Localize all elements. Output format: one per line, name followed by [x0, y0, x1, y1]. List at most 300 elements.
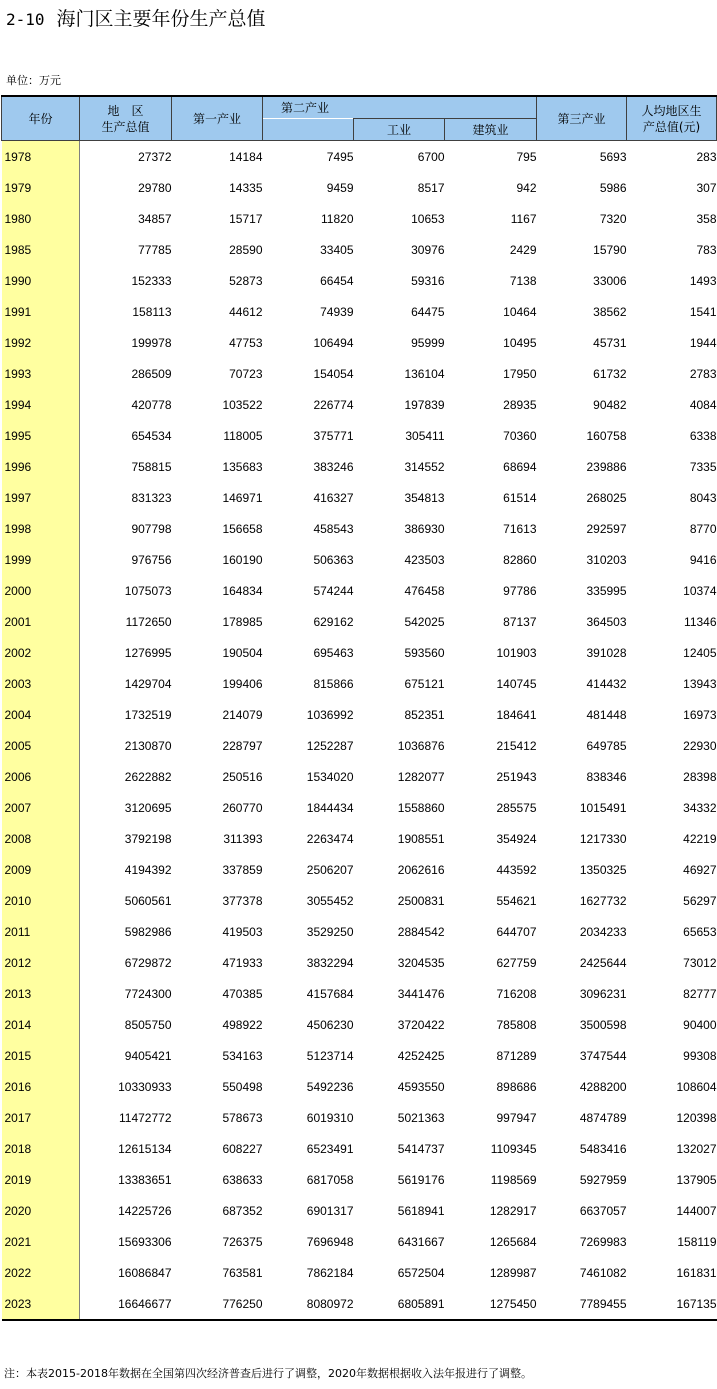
cell-construction: 785808 [496, 1017, 537, 1032]
table-row [2, 792, 717, 823]
cell-primary: 103522 [222, 397, 263, 412]
cell-year: 1997 [2, 482, 80, 513]
cell-primary: 228797 [222, 738, 263, 753]
cell-industry: 593560 [404, 645, 445, 660]
cell-secondary: 1252287 [306, 738, 354, 753]
cell-per-capita: 8770 [689, 521, 717, 536]
cell-per-capita: 283 [696, 149, 717, 164]
header-year: 年份 [2, 96, 80, 141]
cell-industry: 476458 [404, 583, 445, 598]
table-row [2, 1164, 717, 1195]
cell-gdp: 976756 [131, 552, 172, 567]
cell-primary: 498922 [222, 1017, 263, 1032]
cell-tertiary: 268025 [586, 490, 627, 505]
cell-per-capita: 783 [696, 242, 717, 257]
cell-industry: 3204535 [397, 955, 445, 970]
cell-secondary: 506363 [313, 552, 354, 567]
cell-primary: 214079 [222, 707, 263, 722]
cell-primary: 638633 [222, 1172, 263, 1187]
cell-tertiary: 5927959 [579, 1172, 627, 1187]
table-row [2, 575, 717, 606]
cell-tertiary: 364503 [586, 614, 627, 629]
cell-tertiary: 1350325 [579, 862, 627, 877]
cell-tertiary: 6637057 [579, 1203, 627, 1218]
cell-per-capita: 2783 [689, 366, 717, 381]
cell-gdp: 1075073 [124, 583, 172, 598]
cell-primary: 419503 [222, 924, 263, 939]
table-row [2, 141, 717, 173]
table-row [2, 1040, 717, 1071]
cell-year: 1991 [2, 296, 80, 327]
cell-year: 2020 [2, 1195, 80, 1226]
cell-construction: 71613 [503, 521, 537, 536]
cell-year: 2009 [2, 854, 80, 885]
table-row [2, 234, 717, 265]
cell-industry: 354813 [404, 490, 445, 505]
cell-primary: 726375 [222, 1234, 263, 1249]
table-row [2, 482, 717, 513]
cell-per-capita: 7335 [689, 459, 717, 474]
cell-industry: 1282077 [397, 769, 445, 784]
cell-tertiary: 1217330 [579, 831, 627, 846]
cell-construction: 28935 [503, 397, 537, 412]
cell-construction: 1275450 [445, 1288, 537, 1320]
cell-primary: 160190 [222, 552, 263, 567]
cell-construction: 354924 [496, 831, 537, 846]
cell-industry: 6431667 [397, 1234, 445, 1249]
cell-per-capita: 137905 [676, 1172, 717, 1187]
cell-secondary: 574244 [313, 583, 354, 598]
cell-secondary: 3055452 [306, 893, 354, 908]
cell-construction: 942 [516, 180, 537, 195]
cell-construction: 101903 [496, 645, 537, 660]
cell-primary: 52873 [229, 273, 263, 288]
table-row [2, 606, 717, 637]
cell-per-capita: 11346 [684, 614, 717, 629]
cell-secondary: 1036992 [306, 707, 354, 722]
cell-primary: 311393 [223, 831, 263, 846]
cell-industry: 64475 [411, 304, 445, 319]
cell-primary: 178985 [222, 614, 263, 629]
cell-construction: 70360 [503, 428, 537, 443]
cell-construction: 215412 [496, 738, 537, 753]
cell-secondary: 383246 [313, 459, 354, 474]
cell-industry: 2884542 [397, 924, 445, 939]
table-row [2, 916, 717, 947]
cell-gdp: 758815 [131, 459, 172, 474]
cell-year: 2019 [2, 1164, 80, 1195]
cell-per-capita: 46927 [683, 862, 717, 877]
cell-per-capita: 358 [696, 211, 717, 226]
table-row [2, 947, 717, 978]
page-title [6, 6, 266, 32]
cell-secondary: 74939 [320, 304, 354, 319]
cell-construction: 871289 [496, 1048, 537, 1063]
cell-industry: 8517 [417, 180, 445, 195]
header-per-capita [627, 96, 717, 141]
cell-industry: 136104 [404, 366, 445, 381]
cell-primary: 763581 [222, 1265, 263, 1280]
cell-per-capita: 12405 [683, 645, 717, 660]
cell-primary: 199406 [222, 676, 263, 691]
cell-primary: 687352 [222, 1203, 263, 1218]
cell-gdp: 3792198 [124, 831, 172, 846]
table-row [2, 513, 717, 544]
cell-gdp: 12615134 [118, 1141, 172, 1156]
cell-secondary: 695463 [313, 645, 354, 660]
cell-per-capita: 132027 [676, 1141, 717, 1156]
cell-construction: 1167 [510, 211, 537, 226]
cell-secondary: 375771 [313, 428, 354, 443]
cell-primary: 47753 [229, 335, 263, 350]
cell-tertiary: 5693 [599, 149, 627, 164]
cell-secondary: 2263474 [306, 831, 354, 846]
cell-secondary: 6523491 [306, 1141, 354, 1156]
cell-primary: 135683 [222, 459, 263, 474]
cell-year: 1990 [2, 265, 80, 296]
cell-secondary: 629162 [313, 614, 354, 629]
cell-per-capita: 34332 [683, 800, 717, 815]
table-row [2, 978, 717, 1009]
cell-construction: 17950 [503, 366, 537, 381]
cell-year: 2007 [2, 792, 80, 823]
cell-industry: 5414737 [397, 1141, 445, 1156]
cell-primary: 146971 [222, 490, 263, 505]
cell-year: 1994 [2, 389, 80, 420]
cell-gdp: 1732519 [124, 707, 172, 722]
cell-primary: 608227 [222, 1141, 263, 1156]
table-row [2, 854, 717, 885]
cell-gdp: 1276995 [124, 645, 172, 660]
cell-tertiary: 7461082 [579, 1265, 627, 1280]
cell-primary: 14335 [229, 180, 263, 195]
table-row [2, 1009, 717, 1040]
cell-primary: 260770 [222, 800, 263, 815]
table-row [2, 389, 717, 420]
cell-secondary: 4506230 [306, 1017, 354, 1032]
cell-gdp: 420778 [131, 397, 172, 412]
cell-per-capita: 307 [696, 180, 717, 195]
cell-per-capita: 10374 [683, 583, 717, 598]
cell-year: 1993 [2, 358, 80, 389]
cell-tertiary: 4288200 [579, 1079, 627, 1094]
cell-industry: 59316 [411, 273, 445, 288]
cell-construction: 554621 [496, 893, 537, 908]
header-secondary: 第二产业 [263, 96, 537, 119]
cell-construction: 10464 [503, 304, 537, 319]
cell-tertiary: 33006 [593, 273, 627, 288]
cell-per-capita: 73012 [683, 955, 717, 970]
cell-per-capita: 42219 [683, 831, 717, 846]
table-row [2, 296, 717, 327]
cell-tertiary: 38562 [593, 304, 627, 319]
cell-tertiary: 292597 [586, 521, 627, 536]
cell-gdp: 4194392 [124, 862, 172, 877]
cell-secondary: 6901317 [306, 1203, 354, 1218]
cell-construction: 1282917 [489, 1203, 537, 1218]
cell-per-capita: 28398 [683, 769, 717, 784]
cell-secondary: 226774 [313, 397, 354, 412]
cell-tertiary: 15790 [593, 242, 627, 257]
cell-per-capita: 167135 [627, 1288, 717, 1320]
table-row [2, 637, 717, 668]
table-row [2, 451, 717, 482]
cell-year: 2010 [2, 885, 80, 916]
header-industry: 工业 [354, 119, 445, 141]
cell-primary: 250516 [222, 769, 263, 784]
cell-per-capita: 22930 [683, 738, 717, 753]
cell-per-capita: 6338 [689, 428, 717, 443]
cell-gdp: 199978 [131, 335, 172, 350]
cell-per-capita: 16973 [683, 707, 717, 722]
cell-secondary: 3832294 [306, 955, 354, 970]
cell-construction: 87137 [503, 614, 537, 629]
table-row [2, 203, 717, 234]
cell-gdp: 15693306 [118, 1234, 172, 1249]
cell-per-capita: 1541 [689, 304, 717, 319]
cell-gdp: 907798 [131, 521, 172, 536]
cell-per-capita: 161831 [676, 1265, 717, 1280]
cell-industry: 423503 [404, 552, 445, 567]
cell-secondary: 106494 [313, 335, 354, 350]
cell-secondary: 6817058 [306, 1172, 354, 1187]
cell-primary: 377378 [222, 893, 263, 908]
cell-year: 1996 [2, 451, 80, 482]
cell-primary: 44612 [229, 304, 263, 319]
cell-tertiary: 2034233 [579, 924, 627, 939]
cell-construction: 140745 [496, 676, 537, 691]
cell-construction: 285575 [496, 800, 537, 815]
cell-construction: 795 [516, 149, 537, 164]
cell-industry: 95999 [411, 335, 445, 350]
cell-tertiary: 5986 [599, 180, 627, 195]
cell-gdp: 286509 [131, 366, 172, 381]
cell-construction: 97786 [503, 583, 537, 598]
cell-gdp: 2622882 [124, 769, 172, 784]
table-row [2, 358, 717, 389]
table-row [2, 699, 717, 730]
cell-secondary: 66454 [320, 273, 354, 288]
cell-tertiary: 481448 [586, 707, 627, 722]
cell-gdp: 9405421 [124, 1048, 172, 1063]
cell-industry: 305411 [405, 428, 445, 443]
cell-tertiary: 391028 [586, 645, 627, 660]
cell-industry: 197839 [404, 397, 445, 412]
cell-industry: 30976 [411, 242, 445, 257]
cell-gdp: 16646677 [80, 1288, 172, 1320]
cell-secondary: 3529250 [306, 924, 354, 939]
gdp-table [1, 95, 717, 1321]
header-primary: 第一产业 [172, 96, 263, 141]
cell-tertiary: 310203 [586, 552, 627, 567]
cell-secondary: 1844434 [306, 800, 354, 815]
cell-gdp: 11472772 [119, 1110, 172, 1125]
cell-tertiary: 335995 [586, 583, 627, 598]
cell-primary: 118005 [223, 428, 263, 443]
cell-year: 2013 [2, 978, 80, 1009]
table-row [2, 327, 717, 358]
cell-gdp: 13383651 [118, 1172, 172, 1187]
cell-primary: 190504 [222, 645, 263, 660]
cell-per-capita: 120398 [676, 1110, 717, 1125]
table-row [2, 1195, 717, 1226]
cell-gdp: 27372 [138, 149, 172, 164]
cell-tertiary: 3500598 [579, 1017, 627, 1032]
cell-year: 2015 [2, 1040, 80, 1071]
header-gdp-line1: 地 区 [107, 103, 144, 118]
cell-gdp: 831323 [131, 490, 172, 505]
cell-year: 2000 [2, 575, 80, 606]
cell-primary: 534163 [222, 1048, 263, 1063]
cell-construction: 184641 [496, 707, 537, 722]
table-row [2, 668, 717, 699]
cell-per-capita: 65653 [683, 924, 717, 939]
cell-tertiary: 61732 [593, 366, 627, 381]
cell-per-capita: 108604 [676, 1079, 717, 1094]
cell-year: 2017 [2, 1102, 80, 1133]
table-row [2, 1226, 717, 1257]
cell-secondary: 458543 [313, 521, 354, 536]
cell-industry: 2062616 [397, 862, 445, 877]
cell-secondary: 2506207 [306, 862, 354, 877]
table-row [2, 1071, 717, 1102]
table-row [2, 823, 717, 854]
cell-tertiary: 838346 [586, 769, 627, 784]
cell-gdp: 10330933 [118, 1079, 172, 1094]
cell-gdp: 29780 [138, 180, 172, 195]
footnote: 注：本表2015-2018年数据在全国第四次经济普查后进行了调整，2020年数据根据收入法年报进行了调整。 [4, 1367, 532, 1380]
cell-industry: 3720422 [397, 1017, 445, 1032]
cell-secondary: 416327 [313, 490, 354, 505]
cell-year: 2014 [2, 1009, 80, 1040]
header-secondary-blank [263, 119, 354, 141]
cell-construction: 898686 [496, 1079, 537, 1094]
cell-year: 2021 [2, 1226, 80, 1257]
cell-primary: 550498 [222, 1079, 263, 1094]
table-row [2, 420, 717, 451]
cell-year: 2008 [2, 823, 80, 854]
table-title: 海门区主要年份生产总值 [56, 8, 266, 30]
cell-tertiary: 1015491 [579, 800, 627, 815]
cell-tertiary: 649785 [586, 738, 627, 753]
table-header [2, 96, 717, 141]
cell-gdp: 654534 [131, 428, 172, 443]
cell-secondary: 815866 [313, 676, 354, 691]
cell-secondary: 5492236 [306, 1079, 354, 1094]
cell-tertiary: 3747544 [579, 1048, 627, 1063]
cell-industry: 386930 [404, 521, 445, 536]
table-body [2, 141, 717, 1321]
cell-secondary: 7495 [326, 149, 354, 164]
cell-construction: 1265684 [489, 1234, 537, 1249]
header-gdp [80, 96, 172, 141]
cell-year: 1999 [2, 544, 80, 575]
cell-gdp: 2130870 [124, 738, 172, 753]
cell-primary: 70723 [229, 366, 263, 381]
cell-secondary: 11820 [321, 211, 354, 226]
cell-gdp: 1429704 [124, 676, 172, 691]
table-row [2, 885, 717, 916]
unit-label: 单位：万元 [6, 74, 61, 87]
cell-year: 1992 [2, 327, 80, 358]
cell-gdp: 1172650 [125, 614, 172, 629]
cell-gdp: 34857 [138, 211, 172, 226]
table-row [2, 1133, 717, 1164]
cell-year: 2005 [2, 730, 80, 761]
cell-gdp: 152333 [131, 273, 172, 288]
cell-primary: 471933 [222, 955, 263, 970]
cell-industry: 314552 [404, 459, 445, 474]
cell-secondary: 33405 [320, 242, 354, 257]
cell-gdp: 7724300 [124, 986, 172, 1001]
cell-industry: 6572504 [397, 1265, 445, 1280]
cell-primary: 470385 [222, 986, 263, 1001]
cell-gdp: 77785 [138, 242, 172, 257]
cell-per-capita: 82777 [683, 986, 717, 1001]
cell-per-capita: 158119 [677, 1234, 717, 1249]
cell-gdp: 5982986 [124, 924, 172, 939]
cell-gdp: 5060561 [124, 893, 172, 908]
cell-tertiary: 90482 [593, 397, 627, 412]
cell-secondary: 154054 [313, 366, 354, 381]
cell-secondary: 7862184 [306, 1265, 354, 1280]
cell-year: 2011 [2, 916, 80, 947]
cell-construction: 997947 [496, 1110, 537, 1125]
cell-per-capita: 144007 [676, 1203, 717, 1218]
cell-tertiary: 5483416 [579, 1141, 627, 1156]
cell-primary: 337859 [222, 862, 263, 877]
cell-tertiary: 45731 [593, 335, 627, 350]
cell-per-capita: 4084 [689, 397, 717, 412]
cell-construction: 68694 [503, 459, 537, 474]
cell-construction: 251943 [496, 769, 537, 784]
cell-secondary: 8080972 [263, 1288, 354, 1320]
cell-year: 2002 [2, 637, 80, 668]
cell-construction: 2429 [509, 242, 537, 257]
cell-primary: 14184 [229, 149, 263, 164]
cell-secondary: 7696948 [306, 1234, 354, 1249]
table-row [2, 1257, 717, 1288]
cell-industry: 5619176 [397, 1172, 445, 1187]
cell-industry: 1036876 [397, 738, 445, 753]
cell-primary: 164834 [222, 583, 263, 598]
cell-construction: 10495 [503, 335, 537, 350]
cell-primary: 28590 [229, 242, 263, 257]
cell-industry: 4252425 [397, 1048, 445, 1063]
cell-per-capita: 1493 [689, 273, 717, 288]
header-tertiary: 第三产业 [537, 96, 627, 141]
cell-year: 2018 [2, 1133, 80, 1164]
cell-tertiary: 1627732 [579, 893, 627, 908]
cell-secondary: 1534020 [306, 769, 354, 784]
cell-gdp: 158113 [132, 304, 172, 319]
table-number: 2-10 [6, 10, 45, 29]
cell-construction: 443592 [496, 862, 537, 877]
cell-construction: 644707 [496, 924, 537, 939]
cell-industry: 10653 [411, 211, 445, 226]
cell-construction: 1109345 [490, 1141, 537, 1156]
cell-gdp: 16086847 [118, 1265, 172, 1280]
table-row [2, 1102, 717, 1133]
cell-per-capita: 1944 [689, 335, 717, 350]
cell-tertiary: 7789455 [537, 1288, 627, 1320]
cell-primary: 156658 [222, 521, 263, 536]
table-row [2, 761, 717, 792]
header-per-capita-line1: 人均地区生 [641, 103, 702, 118]
cell-construction: 7138 [509, 273, 537, 288]
cell-industry: 4593550 [397, 1079, 445, 1094]
cell-per-capita: 90400 [683, 1017, 717, 1032]
